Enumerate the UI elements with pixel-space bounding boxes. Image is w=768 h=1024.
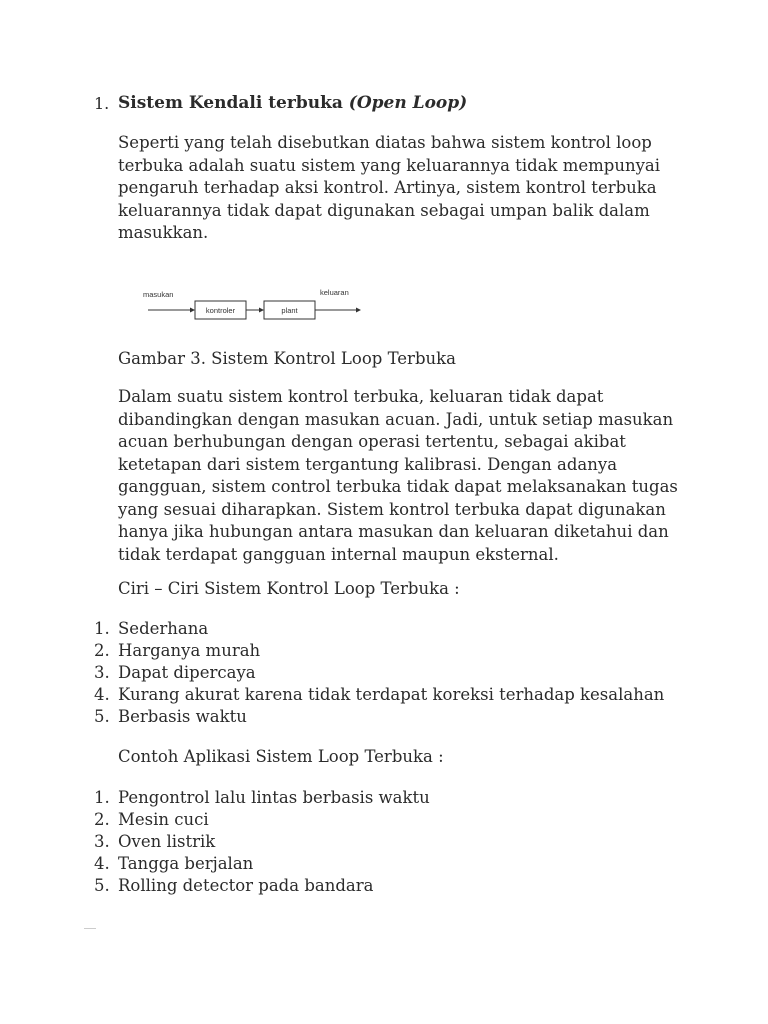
list-item: 3. Oven listrik bbox=[94, 832, 216, 851]
section-title: Sistem Kendali terbuka bbox=[118, 93, 343, 113]
section-heading bbox=[118, 92, 678, 115]
list-item: 5. Rolling detector pada bandara bbox=[94, 876, 374, 895]
list-item: 1. Sederhana bbox=[94, 619, 209, 638]
list-item: 3. Dapat dipercaya bbox=[94, 663, 256, 682]
list-item: 2. Mesin cuci bbox=[94, 810, 209, 829]
list-item: 1. Pengontrol lalu lintas berbasis waktu bbox=[94, 788, 430, 807]
list-item: 2. Harganya murah bbox=[94, 641, 261, 660]
list-item: 4. Kurang akurat karena tidak terdapat koreksi terhadap kesalahan bbox=[94, 685, 665, 704]
paragraph-intro: Seperti yang telah disebutkan diatas bahwa sistem kontrol loop terbuka adalah suatu sistem yang keluarannya tidak mempunyai pengaruh terhadap aksi kontrol. Artinya, sistem kontrol terbuka keluarannya tidak dapat digunakan sebagai umpan balik dalam masukkan. bbox=[118, 133, 661, 242]
characteristics-list bbox=[94, 618, 664, 728]
diagram-block-kontroler-label: kontroler bbox=[205, 306, 236, 315]
examples-title: Contoh Aplikasi Sistem Loop Terbuka : bbox=[118, 747, 444, 766]
diagram-input-label: masukan bbox=[143, 290, 174, 299]
diagram-middle-arrowhead bbox=[259, 308, 264, 313]
characteristics-title: Ciri – Ciri Sistem Kontrol Loop Terbuka : bbox=[118, 579, 460, 598]
diagram-block-plant-label: plant bbox=[281, 306, 298, 315]
diagram-output-label: keluaran bbox=[320, 288, 349, 297]
open-loop-block-diagram bbox=[140, 280, 370, 325]
footer-divider bbox=[84, 928, 96, 929]
list-item: 4. Tangga berjalan bbox=[94, 854, 254, 873]
figure-caption: Gambar 3. Sistem Kontrol Loop Terbuka bbox=[118, 349, 456, 368]
section-number: 1. bbox=[94, 94, 110, 113]
list-item: 5. Berbasis waktu bbox=[94, 707, 247, 726]
diagram-input-arrowhead bbox=[190, 308, 195, 313]
examples-list bbox=[94, 787, 430, 897]
paragraph-explanation: Dalam suatu sistem kontrol terbuka, keluaran tidak dapat dibandingkan dengan masukan acuan. Jadi, untuk setiap masukan acuan berhubungan dengan operasi tertentu, sebagai akibat ketetapan dari sistem tergantung kalibrasi. Dengan adanya gangguan, sistem control terbuka tidak dapat melaksanakan tugas yang sesuai diharapkan. Sistem kontrol terbuka dapat digunakan hanya jika hubungan antara masukan dan keluaran diketahui dan tidak terdapat gangguan internal maupun eksternal. bbox=[118, 387, 678, 564]
diagram-output-arrowhead bbox=[356, 308, 361, 313]
section-title-italic: (Open Loop) bbox=[348, 93, 468, 113]
